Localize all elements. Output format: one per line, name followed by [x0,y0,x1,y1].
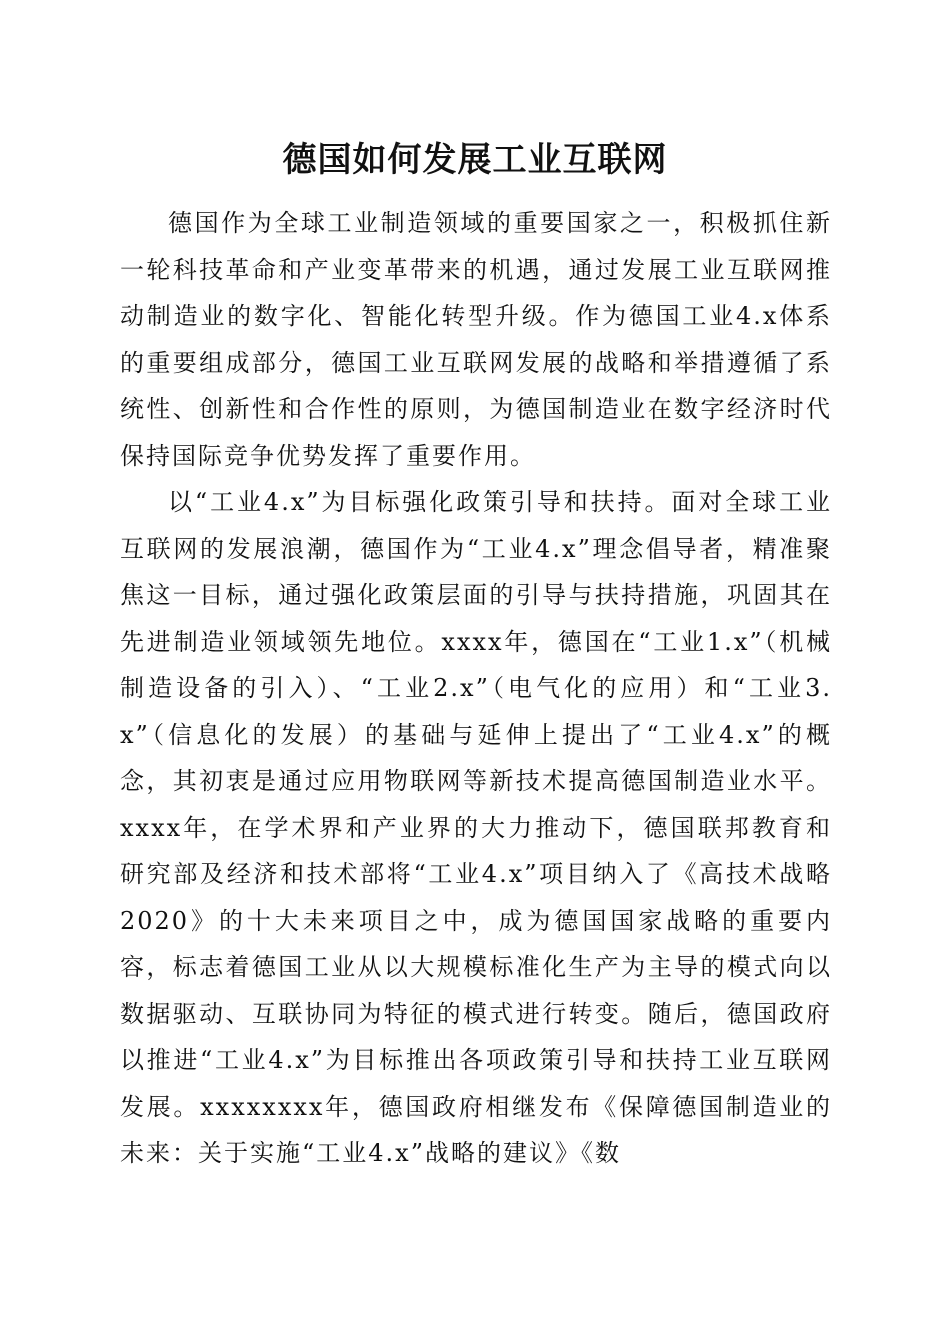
document-title: 德国如何发展工业互联网 [282,140,668,180]
paragraph-intro: 德国作为全球工业制造领域的重要国家之一，积极抓住新一轮科技革命和产业变革带来的机遇，通过发展工业互联网推动制造业的数字化、智能化转型升级。作为德国工业4.x体系的重要组成部分，德国工业互联网发展的战略和举措遵循了系统性、创新性和合作性的原则，为德国制造业在数字经济时代保持国际竞争优势发挥了重要作用。 [120,209,832,470]
document-body [120,200,832,1177]
paragraph-policy: 以“工业4.x”为目标强化政策引导和扶持。面对全球工业互联网的发展浪潮，德国作为“工业4.x”理念倡导者，精准聚焦这一目标，通过强化政策层面的引导与扶持措施，巩固其在先进制造业领域领先地位。xxxx年，德国在“工业1.x”（机械制造设备的引入）、“工业2.x”（电气化的应用）和“工业3.x”（信息化的发展）的基础与延伸上提出了“工业4.x”的概念，其初衷是通过应用物联网等新技术提高德国制造业水平。xxxx年，在学术界和产业界的大力推动下，德国联邦教育和研究部及经济和技术部将“工业4.x”项目纳入了《高技术战略2020》的十大未来项目之中，成为德国国家战略的重要内容，标志着德国工业从以大规模标准化生产为主导的模式向以数据驱动、互联协同为特征的模式进行转变。随后，德国政府以推进“工业4.x”为目标推出各项政策引导和扶持工业互联网发展。xxxxxxxx年，德国政府相继发布《保障德国制造业的未来：关于实施“工业4.x”战略的建议》《数 [120,488,832,1167]
